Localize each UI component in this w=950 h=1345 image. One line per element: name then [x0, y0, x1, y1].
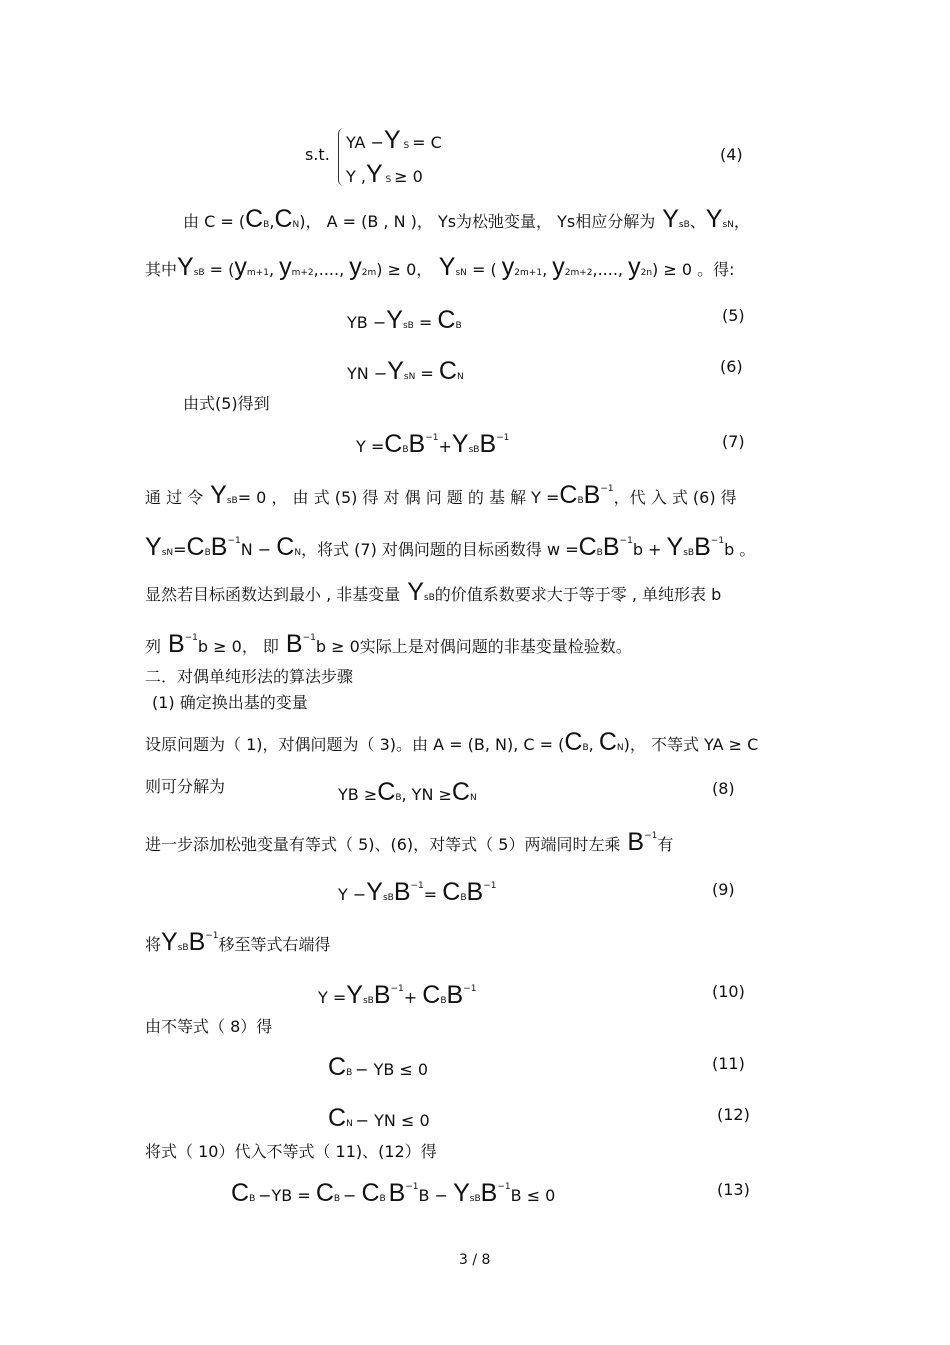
para-line-7: 列 $B^{-1}b \ge 0$， 即 $B^{-1}b \ge 0$实际上是对偶问题的非基变量检验数。 — [145, 630, 632, 658]
para-line-9: 则可分解为 — [145, 777, 226, 796]
page-number: 3 / 8 — [459, 1252, 491, 1268]
eq-number-4: (4) — [720, 145, 743, 164]
eq-number-6: (6) — [720, 357, 743, 376]
para-line-6: 显然若目标函数达到最小 , 非基变量 YsB的价值系数要求大于等于零 , 单纯形表 b — [145, 578, 722, 606]
constraint-2: Y ,Y S ≥ 0 — [346, 160, 423, 188]
para-line-5: $YsN=CBB^{-1}N$ − CN，将式 (7) 对偶问题的目标函数得 $w =CBB^{-1}b$ + YsBB$^{-1}$b 。 — [145, 533, 756, 561]
eq-number-7: (7) — [722, 432, 745, 451]
equation-10: Y =YsBB$^{-1}$+ $CBB^{-1}$ — [318, 981, 477, 1009]
eq-number-8: (8) — [712, 779, 735, 798]
para-line-4: 通 过 令 YsB= 0 ， 由 式 (5) 得 对 偶 问 题 的 基 解 $Y =CBB^{-1}$，代 入 式 (6) 得 — [145, 481, 737, 509]
para-line-1: 由 C = (CB,CN)， A = (B , N )， Ys为松弛变量， Ys相应分解为 YsB、YsN， — [183, 205, 750, 233]
para-line-8: 设原问题为（ 1)，对偶问题为（ 3)。由 A = (B, N), C = (CB, CN)， 不等式 YA ≥ C — [145, 728, 759, 756]
para-line-10: 进一步添加松弛变量有等式（ 5)、(6)，对等式（ 5）两端同时左乘 $B^{-1}$有 — [145, 828, 674, 856]
equation-8: YB ≥CB, YN ≥CN — [338, 778, 477, 806]
para-line-2: 其中YsB = (ym+1, ym+2,...., y2m) ≥ 0， YsN = ( y2m+1, y2m+2,...., y2n) ≥ 0 。得: — [145, 253, 735, 281]
eq-number-12: (12) — [717, 1105, 750, 1124]
para-line-12: 由不等式（ 8）得 — [145, 1017, 273, 1036]
para-line-11: 将YsBB$^{-1}$移至等式右端得 — [145, 928, 331, 956]
para-line-3: 由式(5)得到 — [183, 394, 270, 413]
equation-13: CB −YB = CB − CB $B^{-1}B$ − YsBB$^{-1}$B ≤ 0 — [231, 1179, 556, 1207]
equation-9: Y −YsBB$^{-1}$= $CBB^{-1}$ — [338, 878, 497, 906]
eq-number-11: (11) — [712, 1054, 745, 1073]
eq-number-13: (13) — [717, 1180, 750, 1199]
st-label: s.t. — [305, 145, 330, 164]
system-brace — [338, 128, 345, 186]
equation-6: YN −YsN = CN — [347, 357, 464, 385]
equation-11: CB − YB ≤ 0 — [328, 1053, 429, 1081]
eq-number-9: (9) — [712, 880, 735, 899]
eq-number-5: (5) — [722, 306, 745, 325]
subsection-heading: (1) 确定换出基的变量 — [152, 693, 308, 712]
equation-12: CN − YN ≤ 0 — [328, 1104, 430, 1132]
constraint-1: YA −Y S = C — [346, 126, 442, 154]
section-heading: 二．对偶单纯形法的算法步骤 — [145, 667, 354, 686]
eq-number-10: (10) — [712, 982, 745, 1001]
equation-7: $Y =CBB^{-1}+YsBB^{-1}$ — [356, 430, 510, 458]
equation-5: YB −YsB = CB — [347, 306, 462, 334]
para-line-13: 将式（ 10）代入不等式（ 11)、(12）得 — [145, 1142, 437, 1161]
